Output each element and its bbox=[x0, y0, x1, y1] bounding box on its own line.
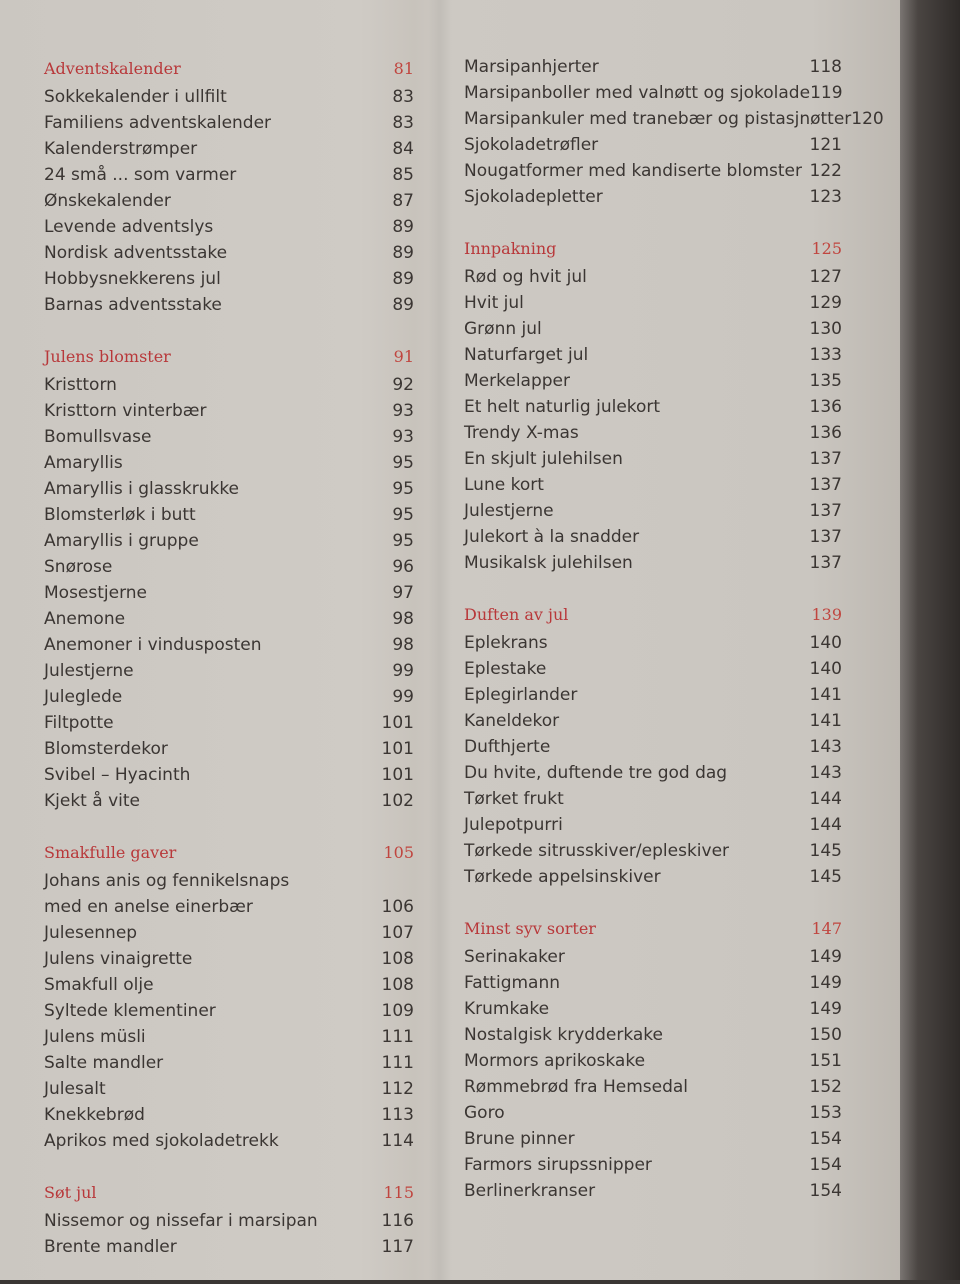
toc-entry-page: 130 bbox=[809, 319, 842, 339]
toc-entry bbox=[464, 524, 842, 550]
section-heading bbox=[464, 914, 842, 944]
toc-entry bbox=[464, 264, 842, 290]
toc-entry-title: Blomsterløk i butt bbox=[44, 505, 196, 525]
toc-entry-page: 133 bbox=[809, 345, 842, 365]
toc-entry-title: Rød og hvit jul bbox=[464, 267, 587, 287]
toc-entry-title: Kjekt å vite bbox=[44, 791, 140, 811]
toc-entry-page: 123 bbox=[809, 187, 842, 207]
toc-entry-page: 136 bbox=[809, 423, 842, 443]
toc-section-sot-jul bbox=[44, 1178, 414, 1260]
toc-entry bbox=[44, 502, 414, 528]
toc-entry-page: 114 bbox=[381, 1131, 414, 1151]
toc-entry-title: Levende adventslys bbox=[44, 217, 214, 237]
toc-entry-page: 107 bbox=[381, 923, 414, 943]
toc-section-duften-av-jul bbox=[464, 600, 842, 890]
toc-entry-page: 152 bbox=[809, 1077, 842, 1097]
toc-entry bbox=[464, 1178, 842, 1204]
toc-entry bbox=[464, 1126, 842, 1152]
section-heading-page: 91 bbox=[393, 347, 414, 366]
section-heading-title: Søt jul bbox=[44, 1183, 97, 1202]
toc-section-adventskalender bbox=[44, 54, 414, 318]
toc-entry bbox=[464, 394, 842, 420]
toc-entry bbox=[44, 84, 414, 110]
toc-entry bbox=[44, 736, 414, 762]
toc-entry bbox=[44, 580, 414, 606]
toc-entry-page: 89 bbox=[392, 243, 414, 263]
toc-entry-page: 96 bbox=[392, 557, 414, 577]
toc-entry-title: med en anelse einerbær bbox=[44, 897, 253, 917]
toc-entry-title: Eplegirlander bbox=[464, 685, 578, 705]
toc-entry-title: Kristtorn bbox=[44, 375, 117, 395]
toc-entry-page: 135 bbox=[809, 371, 842, 391]
toc-entry-title: Julestjerne bbox=[464, 501, 554, 521]
toc-entry-page: 149 bbox=[809, 999, 842, 1019]
toc-entry-page: 95 bbox=[392, 505, 414, 525]
toc-entry-page: 113 bbox=[381, 1105, 414, 1125]
toc-entry-title: Aprikos med sjokoladetrekk bbox=[44, 1131, 279, 1151]
toc-entry-page: 121 bbox=[809, 135, 842, 155]
toc-entry bbox=[464, 132, 842, 158]
toc-entry-page: 85 bbox=[392, 165, 414, 185]
toc-entry bbox=[44, 868, 414, 894]
toc-entry bbox=[44, 1076, 414, 1102]
toc-entry-title: Julekort à la snadder bbox=[464, 527, 640, 547]
toc-entry bbox=[464, 472, 842, 498]
toc-entry-page: 145 bbox=[809, 867, 842, 887]
toc-entry-title: Sokkekalender i ullfilt bbox=[44, 87, 227, 107]
toc-entry-page: 102 bbox=[381, 791, 414, 811]
toc-entry bbox=[44, 240, 414, 266]
toc-entry-title: Juleglede bbox=[44, 687, 123, 707]
toc-entry-page: 95 bbox=[392, 479, 414, 499]
toc-entry bbox=[44, 110, 414, 136]
toc-entry-title: Nougatformer med kandiserte blomster bbox=[464, 161, 802, 181]
toc-entry-title: Johans anis og fennikelsnaps bbox=[44, 871, 290, 891]
toc-entry-page: 83 bbox=[392, 87, 414, 107]
toc-entry bbox=[44, 188, 414, 214]
toc-entry-title: Amaryllis i glasskrukke bbox=[44, 479, 240, 499]
toc-entry-title: Et helt naturlig julekort bbox=[464, 397, 661, 417]
toc-entry-title: Brune pinner bbox=[464, 1129, 575, 1149]
toc-entry bbox=[464, 342, 842, 368]
toc-entry-page: 119 bbox=[810, 83, 843, 103]
toc-entry-title: Serinakaker bbox=[464, 947, 565, 967]
toc-entry-title: Kaneldekor bbox=[464, 711, 560, 731]
toc-entry bbox=[464, 1152, 842, 1178]
toc-entry-page: 137 bbox=[809, 527, 842, 547]
toc-entry-page: 140 bbox=[809, 633, 842, 653]
toc-entry-page: 87 bbox=[392, 191, 414, 211]
toc-entry-page: 122 bbox=[809, 161, 842, 181]
toc-entry-title: Marsipanboller med valnøtt og sjokolade bbox=[464, 83, 811, 103]
section-heading-title: Minst syv sorter bbox=[464, 919, 596, 938]
toc-entry-page: 129 bbox=[809, 293, 842, 313]
section-heading-page: 105 bbox=[383, 843, 414, 862]
section-heading-page: 147 bbox=[811, 919, 842, 938]
toc-entry-page: 99 bbox=[392, 661, 414, 681]
toc-entry-page: 154 bbox=[809, 1155, 842, 1175]
toc-entry bbox=[44, 762, 414, 788]
toc-entry bbox=[44, 710, 414, 736]
toc-right-column bbox=[464, 54, 884, 1228]
toc-entry-title: Tørkede appelsinskiver bbox=[464, 867, 661, 887]
toc-entry-page: 120 bbox=[851, 109, 884, 129]
toc-entry-page: 145 bbox=[809, 841, 842, 861]
toc-entry bbox=[44, 136, 414, 162]
toc-entry-page: 109 bbox=[381, 1001, 414, 1021]
toc-entry-page: 136 bbox=[809, 397, 842, 417]
toc-entry bbox=[464, 864, 842, 890]
toc-entry-page: 117 bbox=[381, 1237, 414, 1257]
toc-entry bbox=[464, 184, 842, 210]
toc-section-julens-blomster bbox=[44, 342, 414, 814]
toc-entry-page: 89 bbox=[392, 217, 414, 237]
toc-entry-title: Smakfull olje bbox=[44, 975, 154, 995]
toc-entry-title: Nordisk adventsstake bbox=[44, 243, 228, 263]
toc-entry-title: 24 små ... som varmer bbox=[44, 165, 237, 185]
toc-entry bbox=[44, 292, 414, 318]
page-edge-shadow bbox=[900, 0, 960, 1280]
toc-entry-title: Nissemor og nissefar i marsipan bbox=[44, 1211, 318, 1231]
toc-entry-title: Hvit jul bbox=[464, 293, 524, 313]
toc-entry-title: Lune kort bbox=[464, 475, 544, 495]
toc-entry bbox=[44, 398, 414, 424]
page-gutter bbox=[428, 0, 452, 1280]
toc-entry-page: 93 bbox=[392, 427, 414, 447]
toc-entry-page: 101 bbox=[381, 713, 414, 733]
toc-entry-title: Merkelapper bbox=[464, 371, 570, 391]
toc-entry bbox=[44, 214, 414, 240]
toc-entry-page: 101 bbox=[381, 739, 414, 759]
toc-entry bbox=[464, 944, 842, 970]
toc-entry-title: Julens müsli bbox=[44, 1027, 146, 1047]
toc-entry-page: 95 bbox=[392, 453, 414, 473]
toc-entry-title: Sjokoladetrøfler bbox=[464, 135, 599, 155]
toc-entry-title: Du hvite, duftende tre god dag bbox=[464, 763, 728, 783]
toc-entry bbox=[464, 368, 842, 394]
toc-entry-title: Kristtorn vinterbær bbox=[44, 401, 207, 421]
toc-entry-title: Amaryllis bbox=[44, 453, 123, 473]
toc-entry-title: Farmors sirupssnipper bbox=[464, 1155, 652, 1175]
toc-entry bbox=[464, 106, 884, 132]
toc-entry-title: En skjult julehilsen bbox=[464, 449, 623, 469]
toc-entry-title: Trendy X-mas bbox=[464, 423, 579, 443]
toc-entry bbox=[44, 946, 414, 972]
toc-entry-title: Nostalgisk krydderkake bbox=[464, 1025, 663, 1045]
toc-entry-title: Tørkede sitrusskiver/epleskiver bbox=[464, 841, 730, 861]
toc-entry bbox=[464, 80, 842, 106]
toc-entry bbox=[464, 420, 842, 446]
toc-entry-title: Ønskekalender bbox=[44, 191, 171, 211]
toc-entry-page: 149 bbox=[809, 947, 842, 967]
toc-entry-page: 83 bbox=[392, 113, 414, 133]
section-heading bbox=[464, 234, 842, 264]
toc-entry bbox=[464, 316, 842, 342]
section-heading bbox=[44, 1178, 414, 1208]
toc-entry-title: Barnas adventsstake bbox=[44, 295, 222, 315]
toc-entry-page: 141 bbox=[809, 711, 842, 731]
toc-entry bbox=[44, 450, 414, 476]
toc-entry bbox=[464, 996, 842, 1022]
toc-entry bbox=[464, 786, 842, 812]
toc-entry-title: Julestjerne bbox=[44, 661, 134, 681]
toc-entry bbox=[44, 1102, 414, 1128]
toc-entry bbox=[44, 658, 414, 684]
toc-entry bbox=[464, 970, 842, 996]
toc-entry bbox=[464, 630, 842, 656]
toc-entry bbox=[44, 1024, 414, 1050]
toc-entry-page: 92 bbox=[392, 375, 414, 395]
toc-entry bbox=[44, 972, 414, 998]
toc-entry-title: Hobbysnekkerens jul bbox=[44, 269, 221, 289]
section-heading bbox=[44, 838, 414, 868]
section-heading-title: Adventskalender bbox=[44, 59, 181, 78]
toc-entry-page: 99 bbox=[392, 687, 414, 707]
toc-entry-page: 149 bbox=[809, 973, 842, 993]
toc-entry-title: Anemone bbox=[44, 609, 126, 629]
toc-entry-title: Marsipankuler med tranebær og pistasjnøtter bbox=[464, 109, 852, 129]
toc-entry bbox=[464, 550, 842, 576]
toc-entry-page: 137 bbox=[809, 553, 842, 573]
toc-entry bbox=[44, 1128, 414, 1154]
toc-entry-title: Naturfarget jul bbox=[464, 345, 589, 365]
toc-entry bbox=[464, 1074, 842, 1100]
toc-entry bbox=[464, 734, 842, 760]
toc-entry-page: 98 bbox=[392, 635, 414, 655]
toc-entry-title: Fattigmann bbox=[464, 973, 561, 993]
toc-entry bbox=[44, 606, 414, 632]
toc-entry-title: Tørket frukt bbox=[464, 789, 564, 809]
toc-entry bbox=[464, 158, 842, 184]
toc-entry-title: Julepotpurri bbox=[464, 815, 563, 835]
toc-entry-page: 95 bbox=[392, 531, 414, 551]
toc-entry bbox=[464, 760, 842, 786]
toc-entry-title: Mosestjerne bbox=[44, 583, 148, 603]
toc-entry-page: 93 bbox=[392, 401, 414, 421]
toc-entry-page: 84 bbox=[392, 139, 414, 159]
toc-entry-title: Syltede klementiner bbox=[44, 1001, 216, 1021]
section-heading bbox=[464, 600, 842, 630]
toc-entry-title: Rømmebrød fra Hemsedal bbox=[464, 1077, 689, 1097]
toc-entry bbox=[44, 684, 414, 710]
toc-entry-title: Julesennep bbox=[44, 923, 138, 943]
toc-entry-page: 98 bbox=[392, 609, 414, 629]
toc-entry-title: Krumkake bbox=[464, 999, 550, 1019]
toc-entry-page: 153 bbox=[809, 1103, 842, 1123]
toc-entry-page: 111 bbox=[381, 1027, 414, 1047]
toc-entry-page: 154 bbox=[809, 1129, 842, 1149]
section-heading-page: 115 bbox=[383, 1183, 414, 1202]
toc-entry-title: Grønn jul bbox=[464, 319, 542, 339]
toc-entry bbox=[464, 498, 842, 524]
toc-entry-page: 112 bbox=[381, 1079, 414, 1099]
toc-entry bbox=[464, 446, 842, 472]
toc-entry-page: 89 bbox=[392, 295, 414, 315]
toc-entry-page: 141 bbox=[809, 685, 842, 705]
toc-entry-page: 118 bbox=[809, 57, 842, 77]
toc-entry-title: Brente mandler bbox=[44, 1237, 177, 1257]
toc-entry bbox=[44, 1234, 414, 1260]
section-heading-title: Julens blomster bbox=[44, 347, 171, 366]
toc-entry-page: 144 bbox=[809, 815, 842, 835]
section-heading-title: Innpakning bbox=[464, 239, 557, 258]
toc-entry-title: Snørose bbox=[44, 557, 113, 577]
toc-section-continued bbox=[464, 54, 884, 210]
toc-entry-page: 106 bbox=[381, 897, 414, 917]
toc-entry-page: 140 bbox=[809, 659, 842, 679]
toc-entry bbox=[464, 1022, 842, 1048]
toc-entry bbox=[44, 632, 414, 658]
toc-entry-title: Kalenderstrømper bbox=[44, 139, 198, 159]
toc-entry-title: Marsipanhjerter bbox=[464, 57, 599, 77]
toc-entry bbox=[44, 998, 414, 1024]
toc-entry-title: Blomsterdekor bbox=[44, 739, 168, 759]
toc-entry-page: 143 bbox=[809, 737, 842, 757]
section-heading-page: 125 bbox=[811, 239, 842, 258]
toc-entry bbox=[44, 1208, 414, 1234]
toc-entry bbox=[44, 266, 414, 292]
toc-entry bbox=[44, 1050, 414, 1076]
toc-left-column bbox=[44, 54, 414, 1284]
toc-entry bbox=[464, 708, 842, 734]
toc-entry-page: 116 bbox=[381, 1211, 414, 1231]
toc-entry-title: Bomullsvase bbox=[44, 427, 152, 447]
section-heading bbox=[44, 54, 414, 84]
toc-entry-page: 137 bbox=[809, 449, 842, 469]
toc-entry-title: Eplekrans bbox=[464, 633, 548, 653]
toc-entry bbox=[44, 894, 414, 920]
toc-entry-page: 127 bbox=[809, 267, 842, 287]
toc-entry bbox=[44, 788, 414, 814]
toc-section-smakfulle-gaver bbox=[44, 838, 414, 1154]
toc-entry-page: 151 bbox=[809, 1051, 842, 1071]
toc-section-minst-syv-sorter bbox=[464, 914, 842, 1204]
toc-entry bbox=[464, 290, 842, 316]
toc-entry bbox=[464, 812, 842, 838]
toc-entry-title: Familiens adventskalender bbox=[44, 113, 272, 133]
toc-entry-title: Mormors aprikoskake bbox=[464, 1051, 646, 1071]
toc-entry-title: Knekkebrød bbox=[44, 1105, 145, 1125]
section-heading-title: Smakfulle gaver bbox=[44, 843, 177, 862]
section-heading-page: 81 bbox=[393, 59, 414, 78]
toc-entry-page: 108 bbox=[381, 975, 414, 995]
toc-entry-title: Julens vinaigrette bbox=[44, 949, 193, 969]
toc-section-innpakning bbox=[464, 234, 842, 576]
section-heading-title: Duften av jul bbox=[464, 605, 569, 624]
toc-entry-page: 154 bbox=[809, 1181, 842, 1201]
toc-entry-title: Svibel – Hyacinth bbox=[44, 765, 191, 785]
toc-entry-title: Goro bbox=[464, 1103, 505, 1123]
toc-entry-page: 144 bbox=[809, 789, 842, 809]
toc-entry bbox=[44, 424, 414, 450]
toc-entry-page: 137 bbox=[809, 501, 842, 521]
toc-entry bbox=[464, 54, 842, 80]
toc-entry bbox=[464, 838, 842, 864]
toc-entry-title: Filtpotte bbox=[44, 713, 114, 733]
toc-entry bbox=[44, 920, 414, 946]
toc-entry bbox=[44, 372, 414, 398]
toc-entry-title: Anemoner i vindusposten bbox=[44, 635, 262, 655]
toc-entry bbox=[44, 554, 414, 580]
toc-entry-page: 150 bbox=[809, 1025, 842, 1045]
toc-entry bbox=[464, 682, 842, 708]
toc-entry-title: Julesalt bbox=[44, 1079, 106, 1099]
toc-entry bbox=[464, 656, 842, 682]
section-heading-page: 139 bbox=[811, 605, 842, 624]
toc-entry-page: 89 bbox=[392, 269, 414, 289]
toc-entry-title: Musikalsk julehilsen bbox=[464, 553, 633, 573]
toc-entry bbox=[44, 528, 414, 554]
toc-entry-page: 101 bbox=[381, 765, 414, 785]
toc-entry-page: 111 bbox=[381, 1053, 414, 1073]
toc-entry-page: 97 bbox=[392, 583, 414, 603]
toc-entry-title: Eplestake bbox=[464, 659, 547, 679]
toc-entry-page: 143 bbox=[809, 763, 842, 783]
toc-entry-page: 137 bbox=[809, 475, 842, 495]
toc-entry bbox=[464, 1048, 842, 1074]
toc-entry-title: Salte mandler bbox=[44, 1053, 164, 1073]
toc-entry-title: Amaryllis i gruppe bbox=[44, 531, 199, 551]
toc-entry-title: Dufthjerte bbox=[464, 737, 551, 757]
toc-entry-page: 108 bbox=[381, 949, 414, 969]
toc-entry-title: Berlinerkranser bbox=[464, 1181, 596, 1201]
toc-entry bbox=[464, 1100, 842, 1126]
toc-entry bbox=[44, 476, 414, 502]
toc-entry-title: Sjokoladepletter bbox=[464, 187, 603, 207]
section-heading bbox=[44, 342, 414, 372]
toc-entry bbox=[44, 162, 414, 188]
